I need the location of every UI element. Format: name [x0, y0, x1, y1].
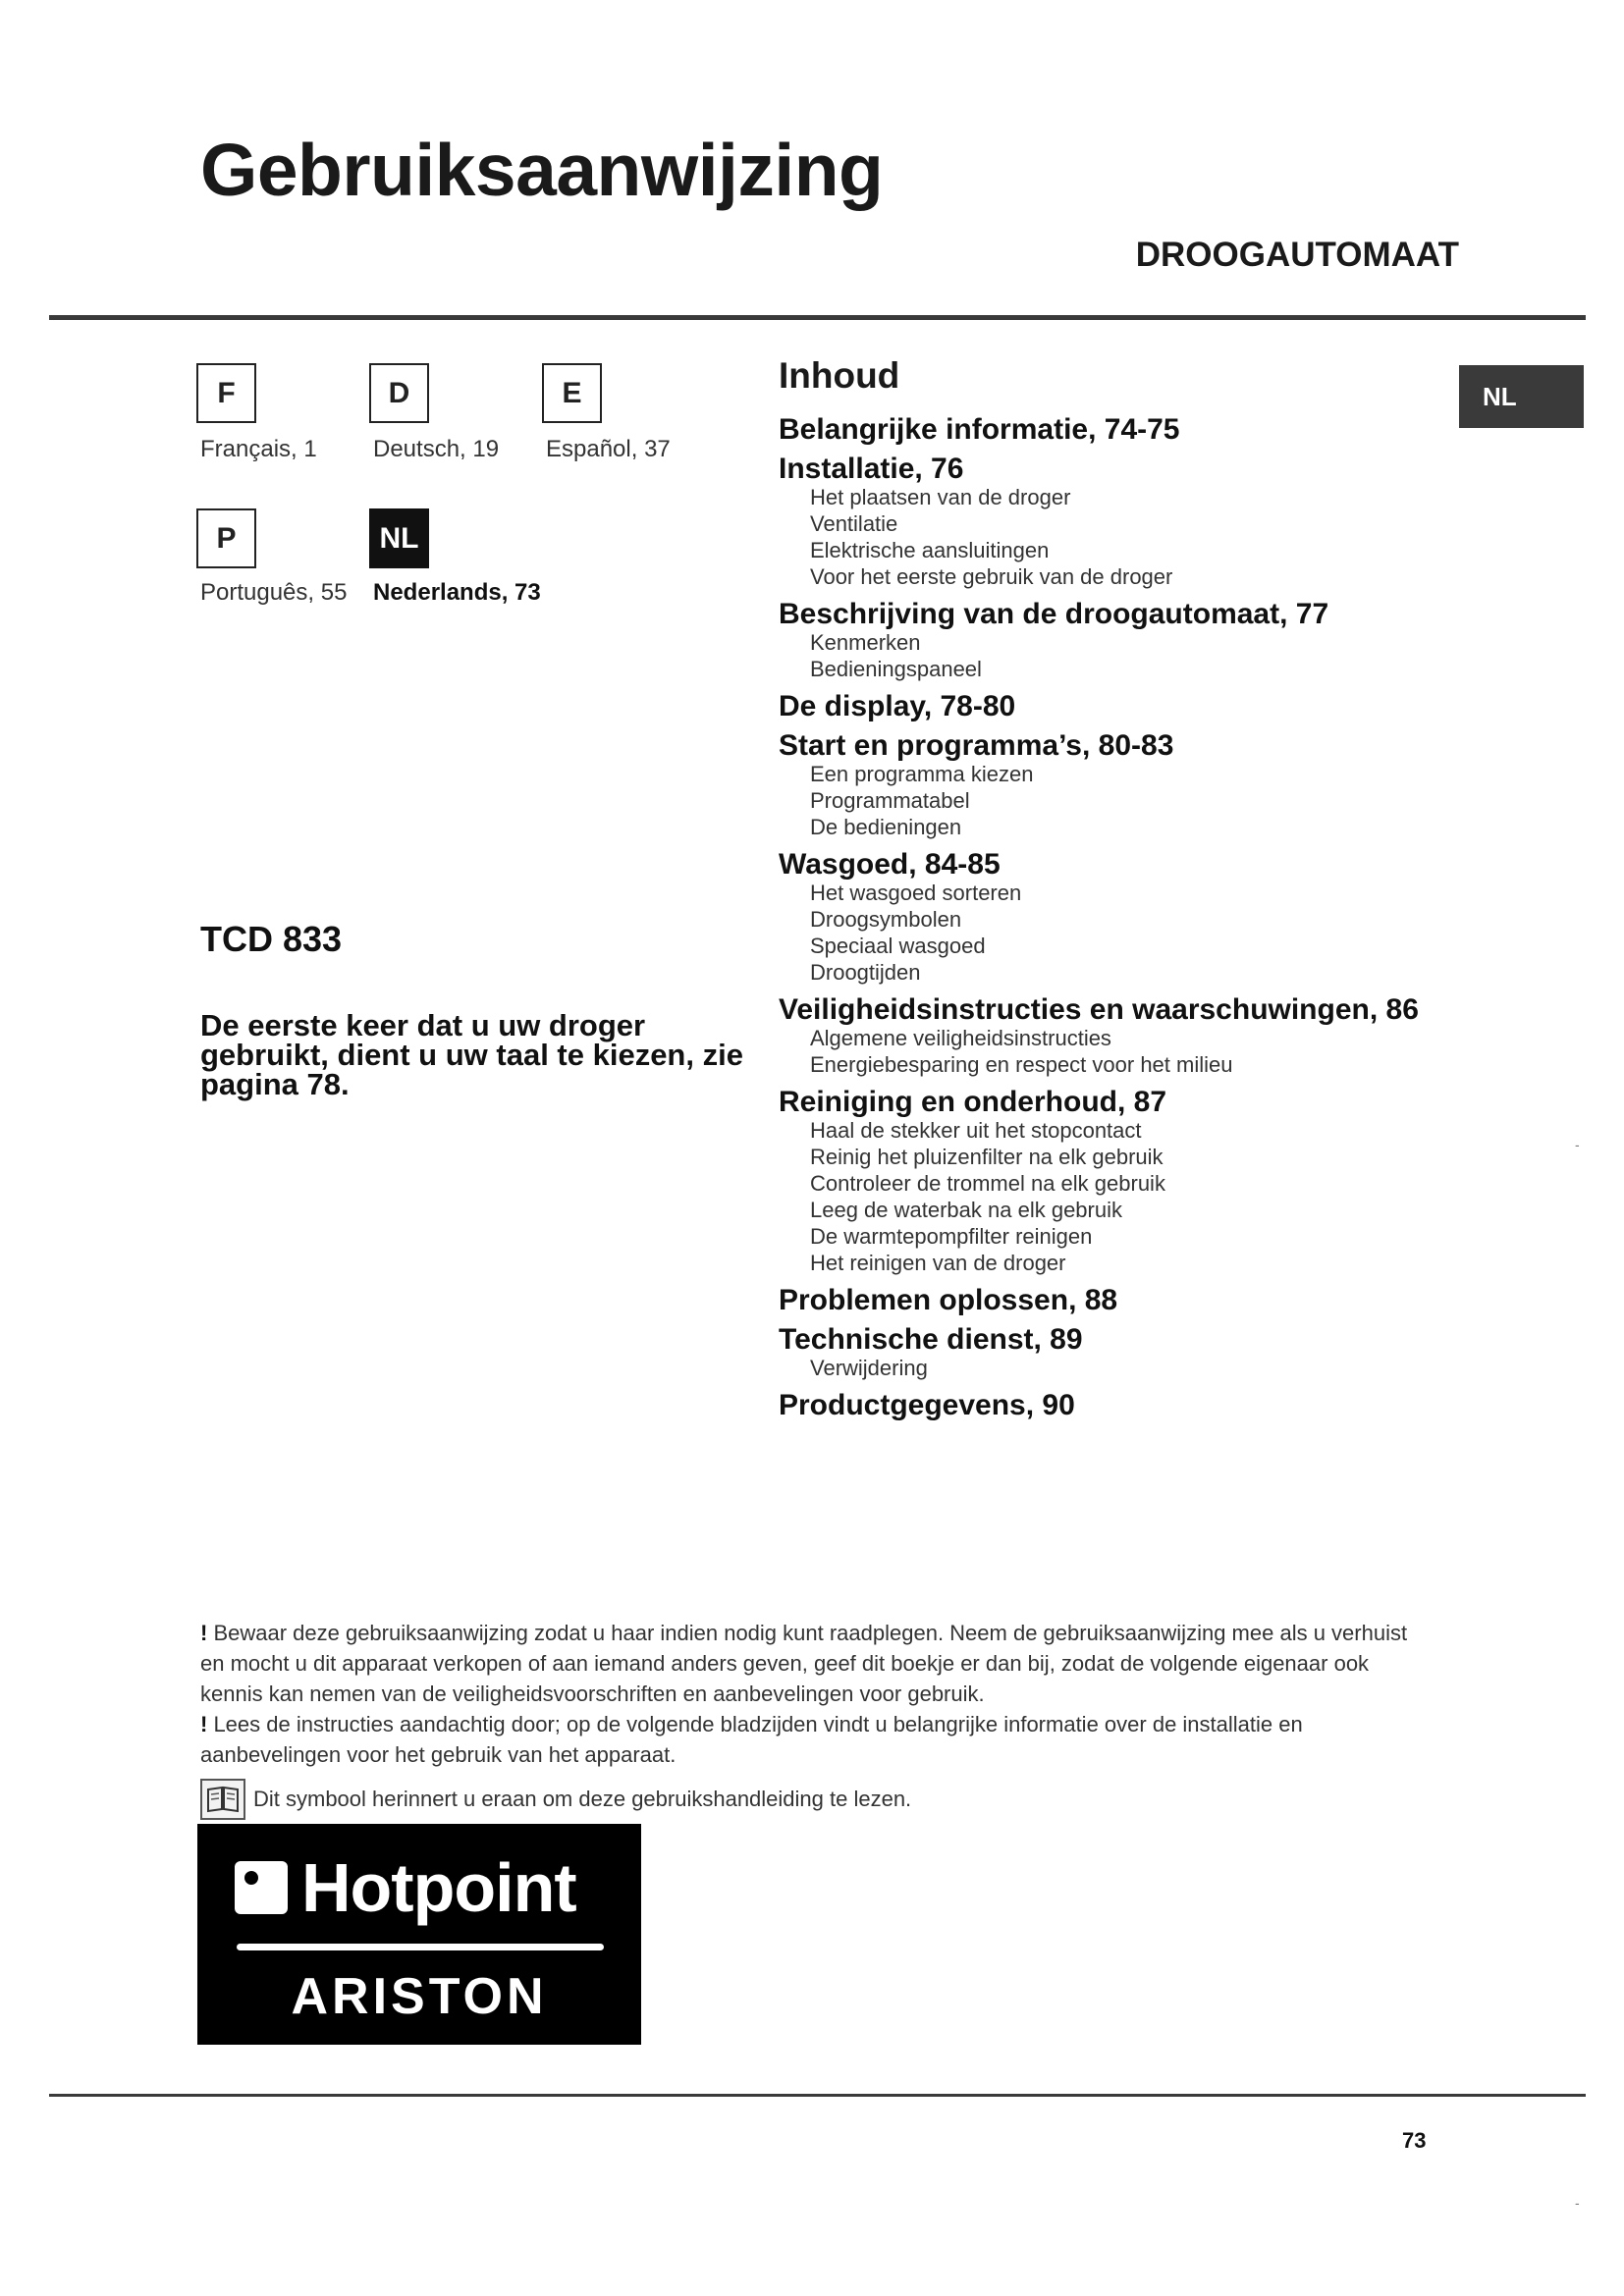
bottom-divider: [49, 2094, 1586, 2097]
toc-subitem: Het plaatsen van de droger: [810, 485, 1071, 509]
toc-heading: Inhoud: [779, 355, 900, 396]
logo-brand-bottom: ARISTON: [291, 1968, 548, 2025]
toc-subitem: Het wasgoed sorteren: [810, 881, 1022, 905]
toc-section-title: Installatie, 76: [779, 453, 964, 485]
toc-section: [779, 1286, 1427, 1315]
lang-box-fr: F: [196, 363, 256, 423]
margin-mark: -: [1575, 1137, 1580, 1152]
toc-subitem: Voor het eerste gebruik van de droger: [810, 564, 1173, 589]
toc-section-title: Wasgoed, 84-85: [779, 848, 1001, 881]
logo-divider: [237, 1944, 604, 1950]
toc-subitem: Elektrische aansluitingen: [810, 538, 1050, 562]
logo-brand-top: Hotpoint: [301, 1849, 576, 1926]
toc-subitem: Het reinigen van de droger: [810, 1251, 1066, 1275]
toc-section: [779, 415, 1427, 445]
lang-label-pt: Português, 55: [200, 579, 348, 606]
page-number: 73: [1402, 2128, 1427, 2153]
toc-section-title: Productgegevens, 90: [779, 1389, 1075, 1421]
toc-section-title: Reiniging en onderhoud, 87: [779, 1086, 1167, 1118]
page-title: Gebruiksaanwijzing: [200, 129, 884, 211]
lang-box-de: D: [369, 363, 429, 423]
toc-section: [779, 731, 1427, 840]
toc-subitem: Bedieningspaneel: [810, 657, 982, 681]
toc-subitem: De bedieningen: [810, 815, 962, 839]
toc-section-title: De display, 78-80: [779, 690, 1016, 722]
toc-subitem: Verwijdering: [810, 1356, 928, 1380]
warning-mark: !: [200, 1621, 208, 1645]
note-keep-text: Bewaar deze gebruiksaanwijzing zodat u haar indien nodig kunt raadplegen. Neem de gebruiksaanwijzing mee als u verhuist en mocht u dit apparaat verkopen of aan iemand anders geven, geef dit boekje er dan bij, zodat de volgende eigenaar ook kennis kan nemen van de veiligheidsvoorschriften en aanbevelingen voor gebruik.: [200, 1621, 1408, 1706]
toc-subitem: Kenmerken: [810, 630, 921, 655]
symbol-note-text: Dit symbool herinnert u eraan om deze gebruikshandleiding te lezen.: [253, 1787, 912, 1811]
logo-square-icon: [235, 1861, 288, 1914]
product-type: DROOGAUTOMAAT: [1135, 236, 1459, 274]
toc-section: [779, 600, 1427, 682]
book-icon: [200, 1779, 245, 1820]
note-read-text: Lees de instructies aandachtig door; op de volgende bladzijden vindt u belangrijke informatie over de installatie en aanbevelingen voor het gebruik van het apparaat.: [200, 1712, 1303, 1767]
lang-label-es: Español, 37: [546, 436, 671, 462]
usage-notes: [200, 1618, 1428, 1770]
hotpoint-ariston-logo: [197, 1824, 641, 2045]
toc-subitem: Energiebesparing en respect voor het milieu: [810, 1052, 1233, 1077]
toc-section: [779, 1391, 1427, 1420]
toc-subitem: De warmtepompfilter reinigen: [810, 1224, 1093, 1249]
language-badge: NL: [1459, 365, 1584, 428]
language-notice: De eerste keer dat u uw droger gebruikt, dient u uw taal te kiezen, zie pagina 78.: [200, 1008, 743, 1101]
toc-section-title: Technische dienst, 89: [779, 1323, 1083, 1356]
toc-subitem: Reinig het pluizenfilter na elk gebruik: [810, 1145, 1164, 1169]
lang-box-nl: NL: [369, 508, 429, 568]
margin-mark: -: [1575, 2195, 1580, 2211]
lang-box-pt: P: [196, 508, 256, 568]
toc-section-title: Beschrijving van de droogautomaat, 77: [779, 598, 1329, 630]
toc-section-title: Problemen oplossen, 88: [779, 1284, 1118, 1316]
toc-section-title: Veiligheidsinstructies en waarschuwingen, 86: [779, 993, 1419, 1026]
toc-section-title: Start en programma’s, 80-83: [779, 729, 1174, 762]
toc-section: [779, 692, 1427, 721]
toc-subitem: Droogtijden: [810, 960, 921, 985]
toc-subitem: Speciaal wasgoed: [810, 934, 986, 958]
table-of-contents: [779, 357, 1427, 1430]
toc-section: [779, 454, 1427, 590]
lang-label-de: Deutsch, 19: [373, 436, 500, 462]
toc-section: [779, 850, 1427, 986]
warning-mark: !: [200, 1712, 208, 1736]
model-number: TCD 833: [200, 919, 343, 959]
note-read-instructions: [200, 1709, 1428, 1770]
lang-label-nl: Nederlands, 73: [373, 579, 541, 606]
toc-section: [779, 995, 1427, 1078]
toc-section: [779, 1088, 1427, 1276]
toc-subitem: Haal de stekker uit het stopcontact: [810, 1118, 1142, 1143]
toc-subitem: Programmatabel: [810, 788, 970, 813]
lang-box-es: E: [542, 363, 602, 423]
toc-subitem: Algemene veiligheidsinstructies: [810, 1026, 1111, 1050]
symbol-note: [200, 1779, 911, 1820]
toc-subitem: Ventilatie: [810, 511, 898, 536]
toc-subitem: Leeg de waterbak na elk gebruik: [810, 1198, 1122, 1222]
toc-sections: [779, 415, 1427, 1420]
top-divider: [49, 315, 1586, 320]
lang-label-fr: Français, 1: [200, 436, 317, 462]
toc-section-title: Belangrijke informatie, 74-75: [779, 413, 1180, 446]
toc-subitem: Een programma kiezen: [810, 762, 1034, 786]
toc-section: [779, 1325, 1427, 1381]
toc-subitem: Controleer de trommel na elk gebruik: [810, 1171, 1165, 1196]
note-keep-manual: [200, 1618, 1428, 1709]
toc-subitem: Droogsymbolen: [810, 907, 962, 932]
